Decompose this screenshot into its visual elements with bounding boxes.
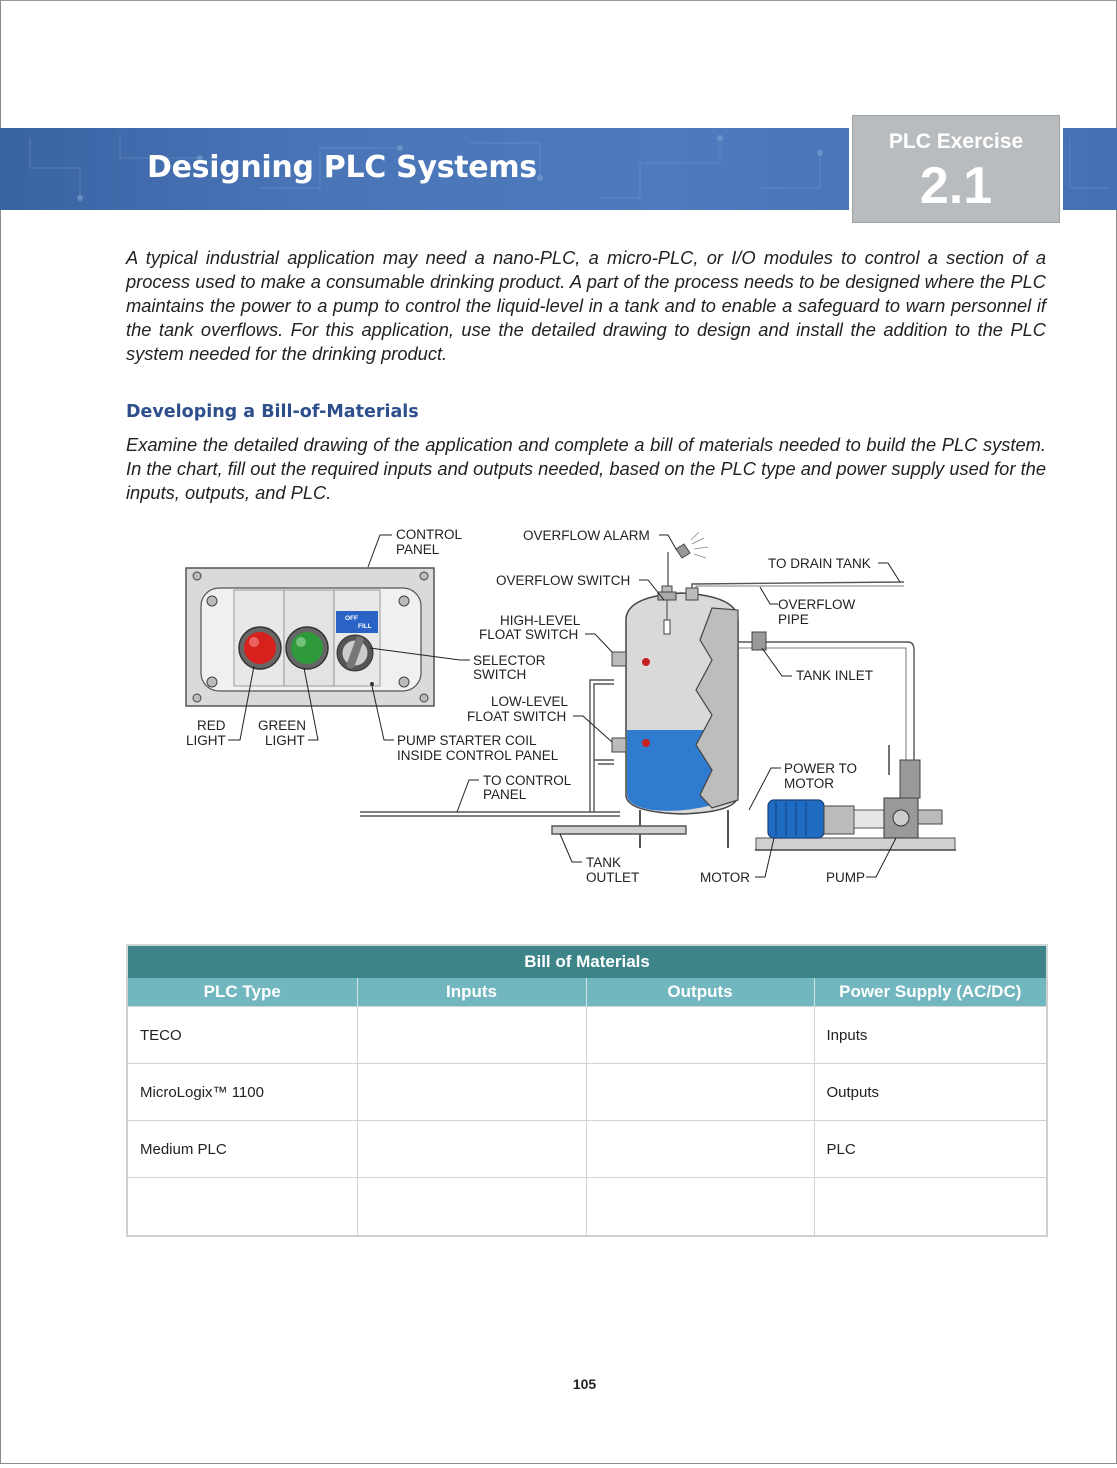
tank (612, 586, 738, 848)
page-number: 105 (572, 1376, 597, 1392)
label-low-level-2: FLOAT SWITCH (467, 709, 567, 724)
table-cell (586, 1064, 814, 1121)
label-tank-outlet-1: TANK (586, 855, 622, 870)
table-cell: Medium PLC (127, 1121, 357, 1178)
table-cell (127, 1178, 357, 1237)
tank-inlet-valve (752, 632, 766, 650)
process-diagram (150, 520, 980, 890)
table-cell (357, 1121, 586, 1178)
label-to-control-2: PANEL (483, 787, 527, 802)
label-overflow-alarm: OVERFLOW ALARM (523, 528, 650, 543)
label-tank-outlet-2: OUTLET (586, 870, 640, 885)
section-heading: Developing a Bill-of-Materials (126, 402, 419, 422)
column-header: Inputs (357, 978, 586, 1007)
label-motor: MOTOR (700, 870, 750, 885)
label-low-level-1: LOW-LEVEL (491, 694, 569, 709)
label-to-control-1: TO CONTROL (483, 773, 572, 788)
table-cell: MicroLogix™ 1100 (127, 1064, 357, 1121)
table-cell: Inputs (814, 1007, 1047, 1064)
table-cell (357, 1064, 586, 1121)
table-cell (814, 1178, 1047, 1237)
label-overflow-switch: OVERFLOW SWITCH (496, 573, 631, 588)
intro-paragraph: A typical industrial application may need a nano-PLC, a micro-PLC, or I/O modules to control a section of a process used to make a consumable drinking product. A part of the process needs to be designed where the PLC maintains the power to a pump to control the liquid-level in a tank and to enable a safeguard to warn personnel if the tank overflows. For this application, use the detailed drawing to design and install the addition to the PLC system needed for the drinking product. (126, 247, 1046, 364)
label-pump: PUMP (826, 870, 866, 885)
table-cell: TECO (127, 1007, 357, 1064)
label-control-panel-1: CONTROL (396, 527, 463, 542)
column-header: Outputs (586, 978, 814, 1007)
green-light (291, 632, 323, 664)
table-row (127, 1007, 1047, 1064)
label-green-1: GREEN (258, 718, 307, 733)
table-row (127, 1121, 1047, 1178)
label-red-2: LIGHT (186, 733, 226, 748)
table-row (127, 1064, 1047, 1121)
label-high-level-2: FLOAT SWITCH (479, 627, 579, 642)
label-overflow-pipe-1: OVERFLOW (778, 597, 856, 612)
label-power-motor-1: POWER TO (784, 761, 858, 776)
label-red-1: RED (197, 718, 226, 733)
table-cell (357, 1178, 586, 1237)
bill-of-materials-table (126, 944, 1048, 1237)
table-title: Bill of Materials (127, 945, 1047, 978)
label-high-level-1: HIGH-LEVEL (500, 613, 581, 628)
table-cell (586, 1121, 814, 1178)
table-cell (357, 1007, 586, 1064)
selector-fill-label: FILL (358, 623, 372, 630)
table-cell: Outputs (814, 1064, 1047, 1121)
selector-off-label: OFF (345, 615, 358, 622)
table-row (127, 1178, 1047, 1237)
exercise-label: PLC Exercise (888, 130, 1024, 153)
table-cell: PLC (814, 1121, 1047, 1178)
label-control-panel-2: PANEL (396, 542, 440, 557)
section-paragraph: Examine the detailed drawing of the application and complete a bill of materials needed to build the PLC system. In the chart, fill out the required inputs and outputs needed, based on the PLC type and power supply used for the inputs, outputs, and PLC. (126, 434, 1046, 503)
exercise-number: 2.1 (919, 157, 993, 215)
label-selector-1: SELECTOR (473, 653, 546, 668)
control-panel (186, 568, 434, 706)
overflow-alarm (668, 532, 708, 586)
table-cell (586, 1007, 814, 1064)
column-header: Power Supply (AC/DC) (814, 978, 1047, 1007)
label-selector-2: SWITCH (473, 667, 527, 682)
label-pump-starter-1: PUMP STARTER COIL (397, 733, 537, 748)
exercise-badge (852, 115, 1060, 223)
label-power-motor-2: MOTOR (784, 776, 834, 791)
column-header: PLC Type (127, 978, 357, 1007)
label-green-2: LIGHT (265, 733, 305, 748)
label-tank-inlet: TANK INLET (796, 668, 874, 683)
label-pump-starter-2: INSIDE CONTROL PANEL (397, 748, 559, 763)
table-cell (586, 1178, 814, 1237)
red-light (244, 632, 276, 664)
label-overflow-pipe-2: PIPE (778, 612, 809, 627)
label-to-drain-tank: TO DRAIN TANK (768, 556, 871, 571)
page-title: Designing PLC Systems (147, 150, 537, 185)
